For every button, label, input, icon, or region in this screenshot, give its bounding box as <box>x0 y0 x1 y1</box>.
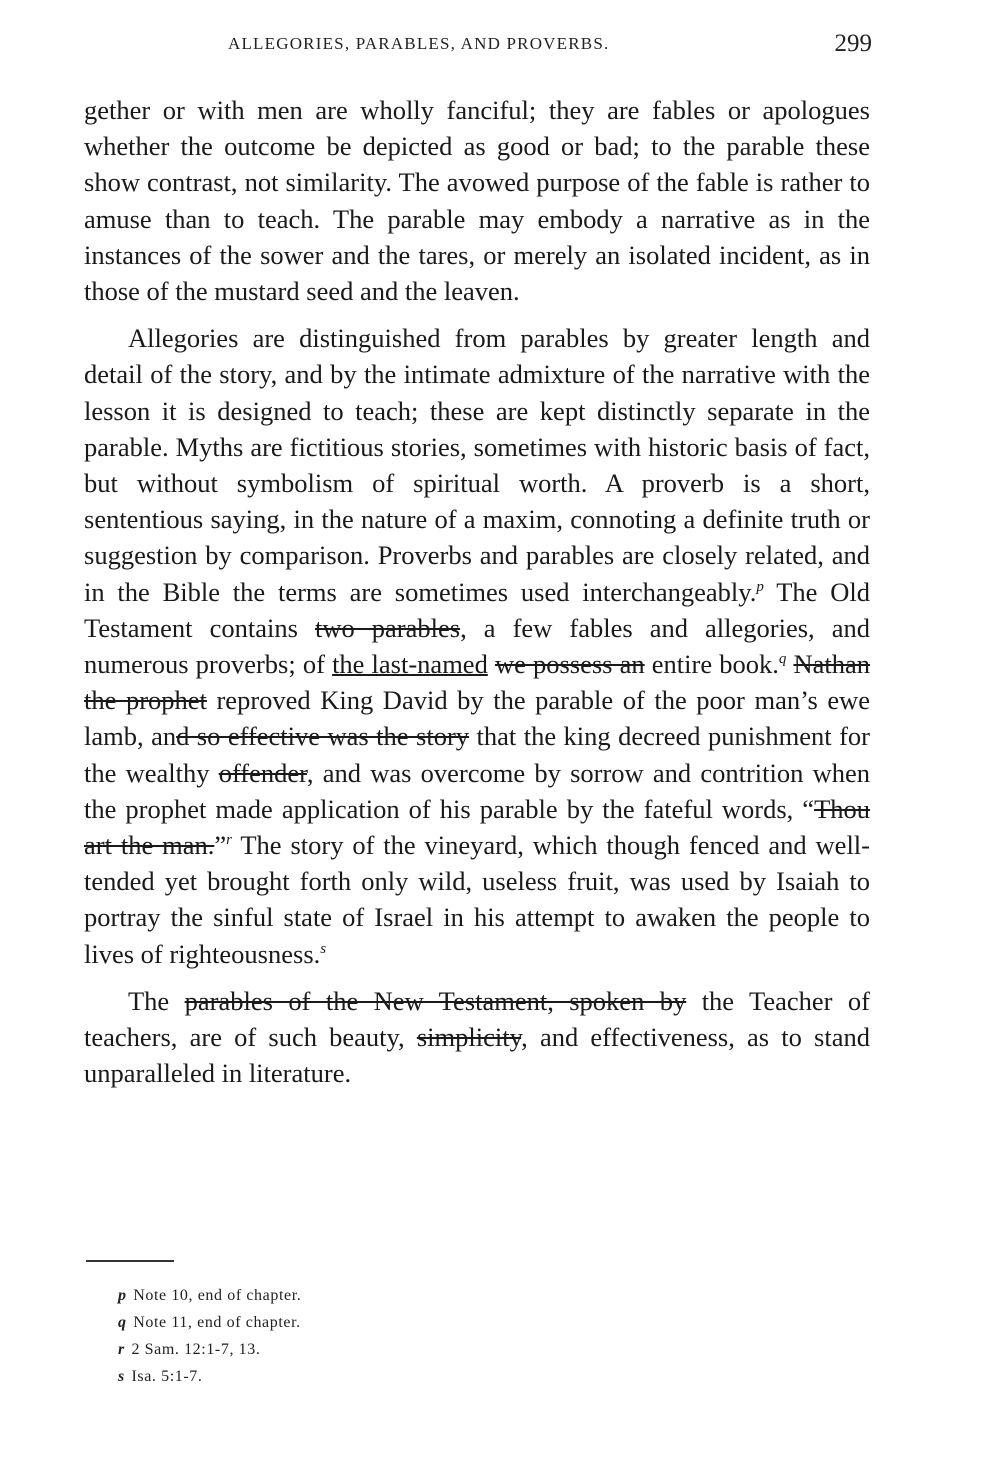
text-run: , a few fables and allegories, and numerous proverbs; of <box>84 612 870 680</box>
text-run: ” <box>214 830 227 861</box>
text-run: The <box>128 985 185 1016</box>
footnote-ref-q: q <box>778 651 787 668</box>
text-run: , and effectiveness, as to stand unparalleled in literature. <box>84 1022 870 1089</box>
paragraph-new-testament <box>84 983 870 1092</box>
text-run: the Teacher of teachers, are of such beauty, <box>84 985 870 1053</box>
body-text <box>84 92 870 1091</box>
text-run: The Old Testament contains <box>84 576 870 643</box>
footnote-ref-p: p <box>756 578 764 595</box>
footnote-text: 2 Sam. 12:1-7, 13. <box>131 1341 261 1358</box>
text-run: reproved King David by the parable of the poor man’s ewe lamb, an <box>84 685 870 752</box>
text-run: The story of the vineyard, which though fenced and well-tended yet brought forth only wild, useless fruit, was used by Isaiah to portray the sinful state of Israel in his attempt to awaken the people to lives of righteousness. <box>84 830 870 969</box>
struck-text: Nathan the prophet <box>84 649 870 716</box>
footnote-item <box>118 1336 301 1363</box>
struck-text: d so effective was the story <box>176 721 470 752</box>
paragraph-continued: gether or with men are wholly fanciful; they are fables or apologues whether the outcome be depicted as good or bad; to the parable these show contrast, not similarity. The avowed purpose of the fable is rather to amuse than to teach. The parable may embody a narrative as in the instances of the sower and the tares, or merely an isolated incident, as in those of the mustard seed and the leaven. <box>84 95 870 307</box>
footnote-text: Note 11, end of chapter. <box>133 1314 301 1331</box>
struck-text: offender <box>218 757 307 788</box>
struck-text: we possess an <box>494 649 645 680</box>
footnote-item <box>118 1309 301 1336</box>
footnote-divider <box>86 1260 174 1262</box>
text-run: entire book. <box>644 649 779 680</box>
footnote-mark: r <box>118 1341 125 1358</box>
footnote-mark: p <box>118 1287 127 1304</box>
footnote-mark: q <box>118 1314 127 1331</box>
footnote-text: Isa. 5:1-7. <box>131 1368 203 1385</box>
footnote-text: Note 10, end of chapter. <box>133 1287 302 1304</box>
footnote-item <box>118 1363 301 1390</box>
underlined-text: the last-named <box>332 649 488 680</box>
footnote-ref-r: r <box>226 832 232 849</box>
struck-text: simplicity <box>416 1022 522 1053</box>
footnote-mark: s <box>118 1368 125 1385</box>
text-run <box>488 649 495 679</box>
page-number: 299 <box>834 30 872 57</box>
text-run: , and was overcome by sorrow and contrition when the prophet made application of his parable by the fateful words, “ <box>84 757 871 824</box>
text-run: that the king decreed punishment for the wealthy <box>84 721 870 788</box>
struck-text: two parables <box>314 612 461 643</box>
footnote-ref-s: s <box>320 940 327 957</box>
footnotes <box>118 1282 301 1390</box>
struck-text: Thou art the man. <box>84 793 870 861</box>
footnote-item <box>118 1282 301 1309</box>
struck-text: parables of the New Testament, spoken by <box>184 985 687 1016</box>
paragraph-allegories <box>84 320 870 972</box>
running-head: ALLEGORIES, PARABLES, AND PROVERBS. <box>228 34 610 53</box>
text-run: Allegories are distinguished from parables by greater length and detail of the story, and by the intimate admixture of the narrative with the lesson it is designed to teach; these are kept distinctly separate in the parable. Myths are fictitious stories, sometimes with historic basis of fact, but without symbolism of spiritual worth. A proverb is a short, sententious saying, in the nature of a maxim, connoting a definite truth or suggestion by comparison. Proverbs and parables are closely related, and in the Bible the terms are sometimes used interchangeably. <box>84 323 870 607</box>
